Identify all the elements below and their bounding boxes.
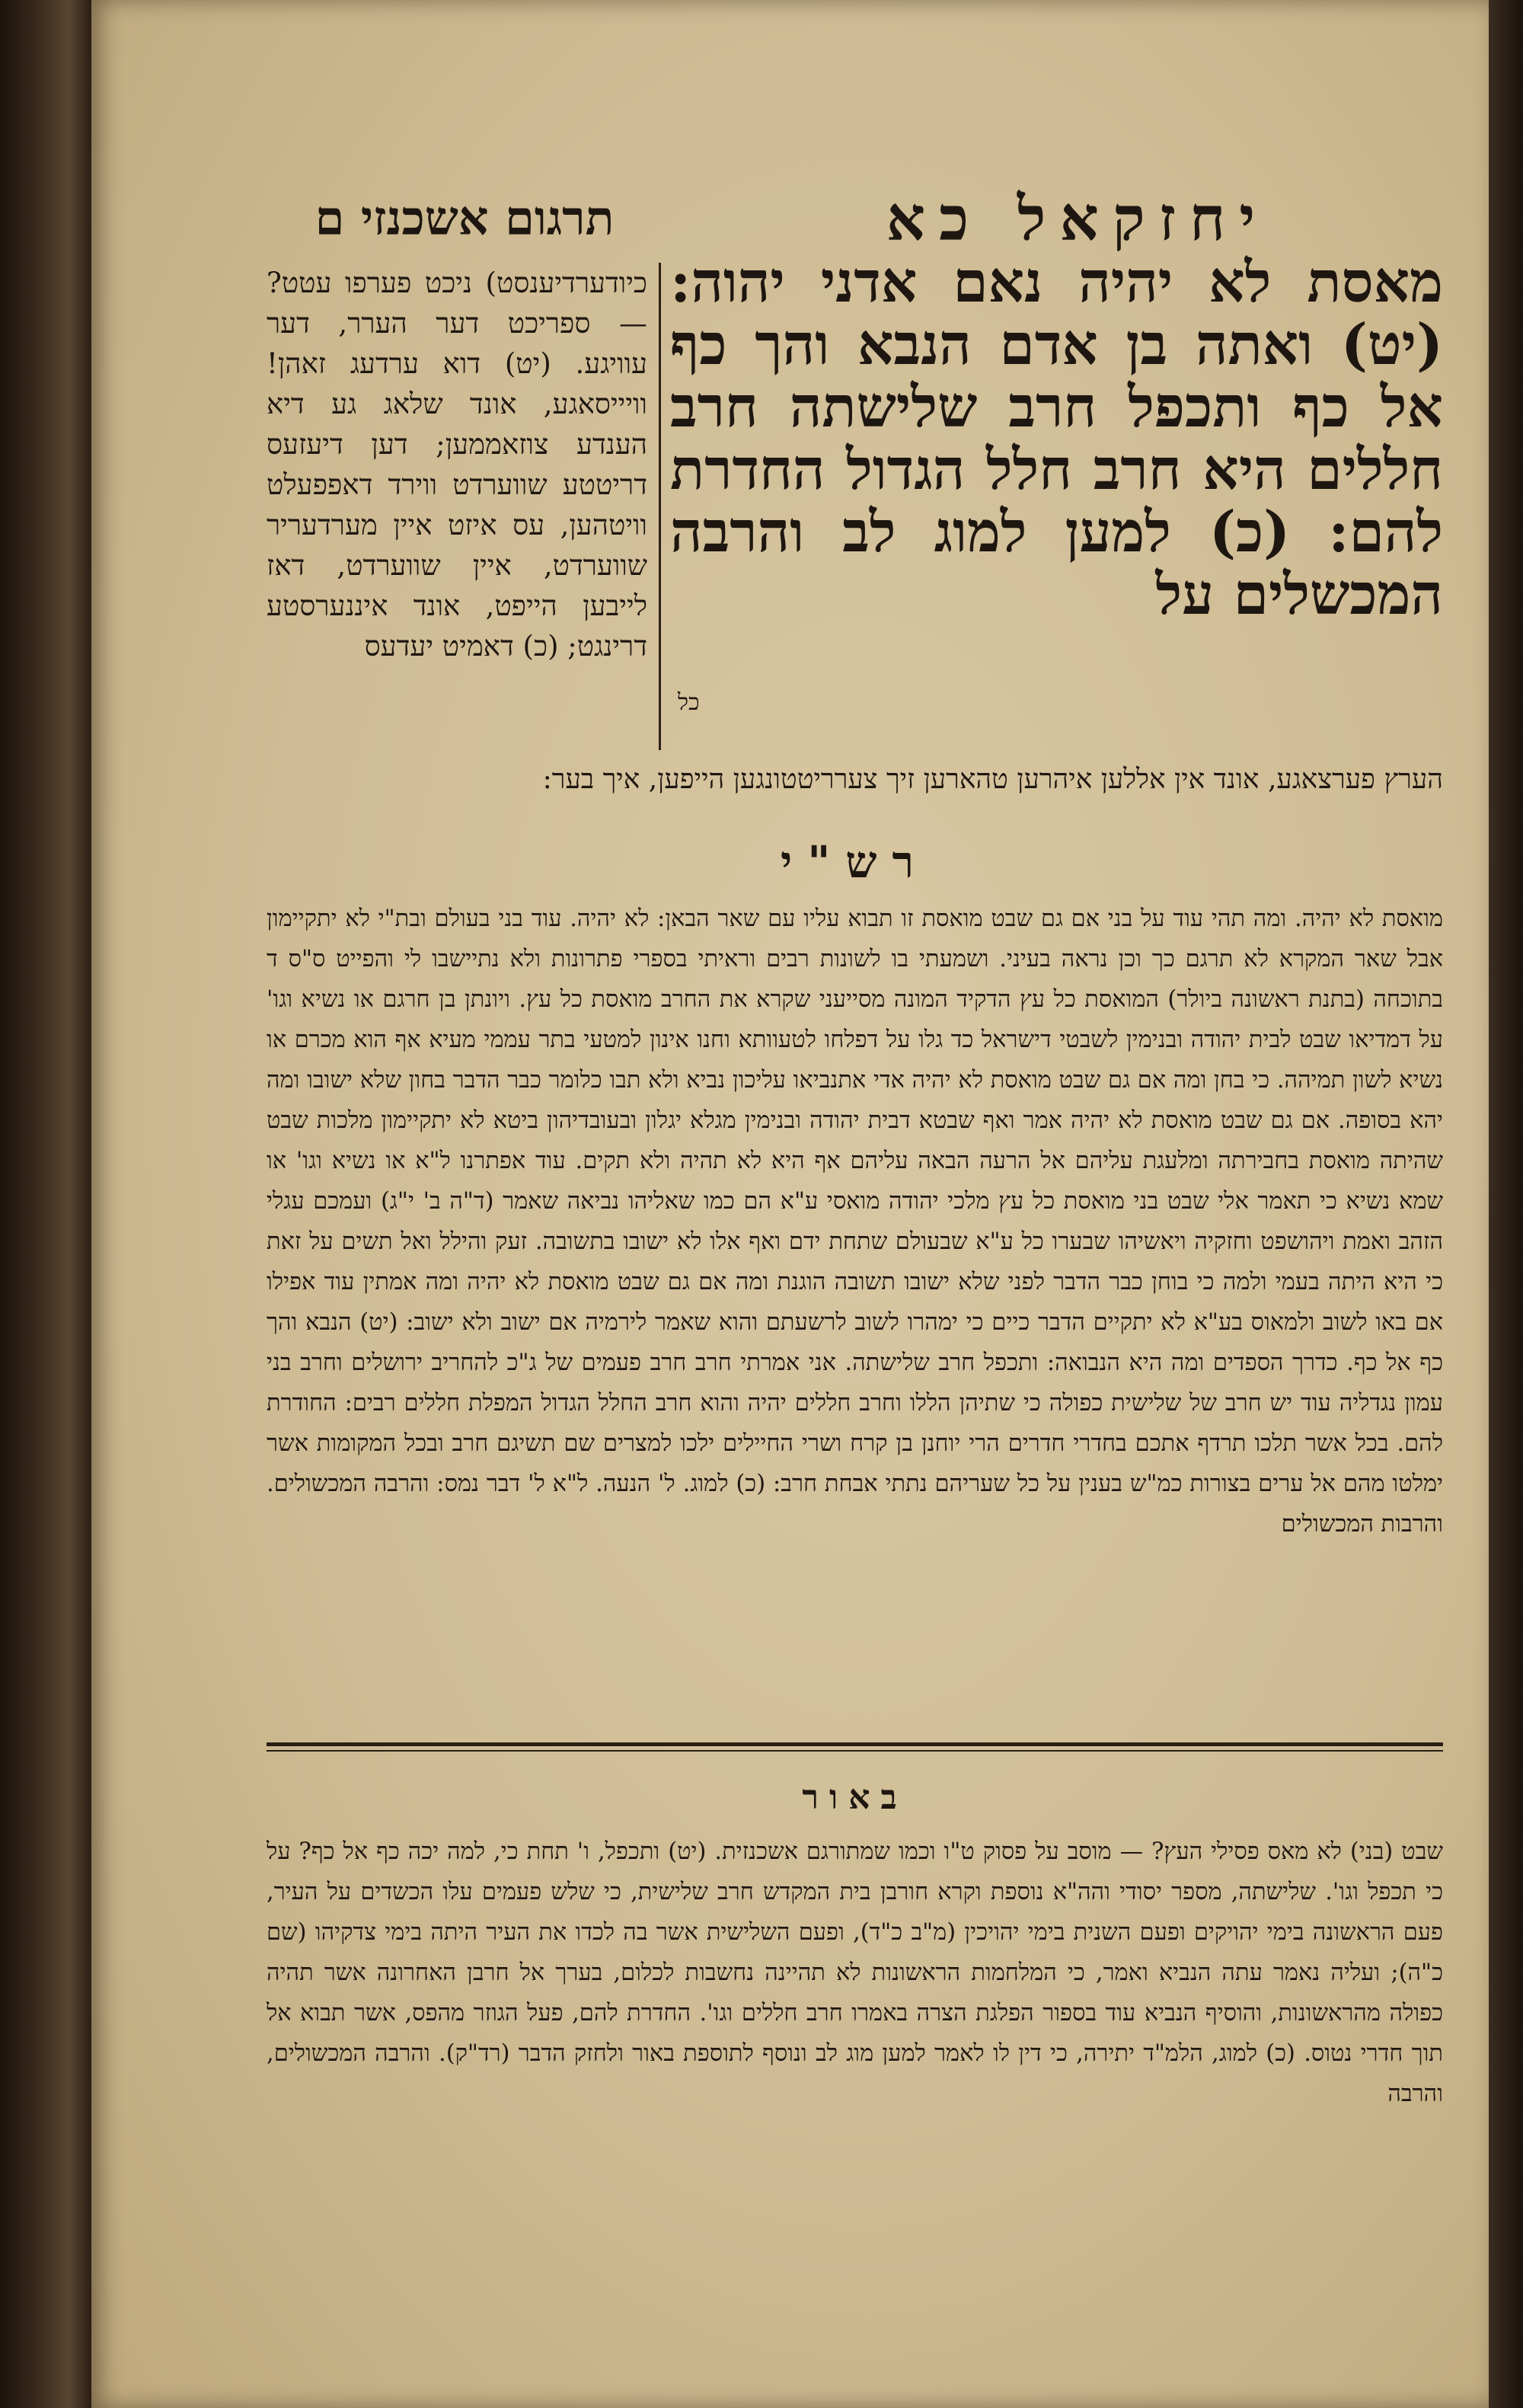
targum-translation-column: כיודערדיענסט) ניכט פערפו עטט? — ספריכט דער הערר, דער עוויגע. (יט) דוא ערדעג זאהן! וויייסאגע, אונד שלאג גע דיא הענדע צוזאממען; דען דיעזעס דריטטע שווערדט ווירד דאפפעלט וויטהען, עס איזט איין מערדעריר שווערדט, איין שווערדט, דאז לייבען הייפט, אונד איננערסטע דרינגט; (כ) דאמיט יעדעס [267,267,647,663]
targum-continuation-line: הערץ פערצאגע, אונד אין אללען איהרען טהארען זיך צערריטטונגען הייפען, איך בער: [542,764,1443,795]
catchword: כל [678,689,700,716]
book-binding-edge [0,0,91,2408]
bible-text-column: מאסת לא יהיה נאם אדני יהוה: (יט) ואתה בן אדם הנבא והך כף אל כף ותכפל חרב שלישתה חרב חללים היא חרב חלל הגדול החדרת להם: (כ) למען למוג לב והרבה המכשלים על [670,250,1443,628]
book-page [91,0,1489,2408]
section-divider-thin [267,1750,1443,1752]
page-content [267,0,1443,2408]
header-book-chapter: יחזקאל כא [886,183,1269,254]
biur-commentary: שבט (בני) לא מאס פסילי העץ? — מוסב על פסוק ט"ו וכמו שמתורגם אשכנזית. (יט) ותכפל, ו' תחת כי, למה יכה כף אל כף? על כי תכפל וגו'. שלישתה, מספר יסודי והה"א נוספת וקרא חורבן בית המקדש חרב שלישית, כי שלש פעמים עלו הכשדים על העיר, פעם הראשונה בימי יהויקים ופעם השנית בימי יהויכין (מ"ב כ"ד), ופעם השלישית אשר בה לכדו את העיר היתה בימי צדקיהו (שם כ"ה); ועליה נאמר עתה הנביא ואמר, כי המלחמות הראשונות לא תהיינה נחשבות לכלום, בערך אל חרבן האחרונה אשר תהיה כפולה מהראשונות, והוסיף הנביא עוד בספור הפלגת הצרה באמרו חרב חללים וגו'. החדרת להם, פעל הגוזר מהפס, אשר תבוא אל תוך חדרי נטוס. (כ) למוג, הלמ"ד יתירה, כי דין לו לאמר למען מוג לב ונוסף לתוספת באור ולחזק הדבר (רד"ק). והרבה המכשולים, והרבה [267,1838,1443,2107]
adjacent-page-edge [1489,0,1523,2408]
rashi-heading: רש"י [781,836,929,888]
header-targum-title: תרגום אשכנזי ם [314,190,615,246]
biur-heading: באור [802,1778,908,1817]
rashi-commentary: מואסת לא יהיה. ומה תהי עוד על בני אם גם שבט מואסת זו תבוא עליו עם שאר הבאן: לא יהיה. עוד בני בעולם ובת"י לא יתקיימון אבל שאר המקרא לא תרגם כך וכן נראה בעיני. ושמעתי בו לשונות רבים וראיתי בספרי פתרונות ולא נתיישבו לי והפייט ס"ס ד בתוכחה (בתנת ראשונה ביולר) המואסת כל עץ הדקיד המונה מסייעני שקרא את החרב מואסת כל עץ. ויונתן בן חרגם או נשיא וגו' על דמדיאו שבט לבית יהודה ובנימין לשבטי דישראל כד גלו על דפלחו לטעוותא וחנו אינון למטעי בתר עממי מעיא אף הוא מכרם או נשיא לשון תמיהה. כי בחן ומה אם גם שבט מואסת לא יהיה אדי אתנביאו עליכון נביא ולא תבו כלומר כבר הדבר בחון שלא ישובו ומה יהא בסופה. אם גם שבט מואסת לא יהיה אמר ואף שבטא דבית יהודה ובנימין מגלא יגלון ובעובדיהון ביטא לא יתקיימון מלכות שבט שהיתה מואסת בחבירתה ומלעגת עליהם אל הרעה הבאה עליהם אף היא לא תהיה ולא תקים. עוד אפתרנו ל"א או נשיא וגו' או שמא נשיא כי תאמר אלי שבט בני מואסת כל עץ מלכי יהודה מואסי ע"א הם כמו שאליהו נביאה שאמר (ד"ה ב' י"ג) ועמכם עגלי הזהב ואמת ויהושפט וחזקיה ויאשיהו שבערו כל ע"א שבעולם שתחת ידם ואף אלו לא ישובו בתשובה. זעק והילל ואל תשים על זאת כי היא היתה בעמי ולמה כי בוחן כבר הדבר לפני שלא ישובו תשובה הוגנת ומה אם גם שבט מואסת לא יהיה ומה אמתין עוד אפילו אם באו לשוב ולמאוס בע"א לא יתקיים הדבר כיים כי ימהרו לשוב לרשעתם והוא שאמר לירמיה אם ישוב ולא ישוב: (יט) הנבא והך כף אל כף. כדרך הספדים ומה היא הנבואה: ותכפל חרב שלישתה. אני אמרתי חרב חרב פעמים של ג"כ להחריב ירושלים וחרב בני עמון נגדליה עוד יש חרב של שלישית כפולה כי שתיהן הללו וחרב חללים יהיה והוא חרב החלל הגדול המפלת חללים רבים: החודרת להם. בכל אשר תלכו תרדף אתכם בחדרי חדרים הרי יוחנן בן קרח ושרי החיילים ילכו למצרים שם תשיגם חרב ובכל המקומות אשר ימלטו מהם אל ערים בצורות כמ"ש בענין על כל שעריהם נתתי אבחת חרב: (כ) למוג. ל' הנעה. ל"א ל' דבר נמס: והרבה המכשולים. והרבות המכשולים [267,905,1443,1538]
column-divider [659,263,661,750]
section-divider-thick [267,1742,1443,1746]
